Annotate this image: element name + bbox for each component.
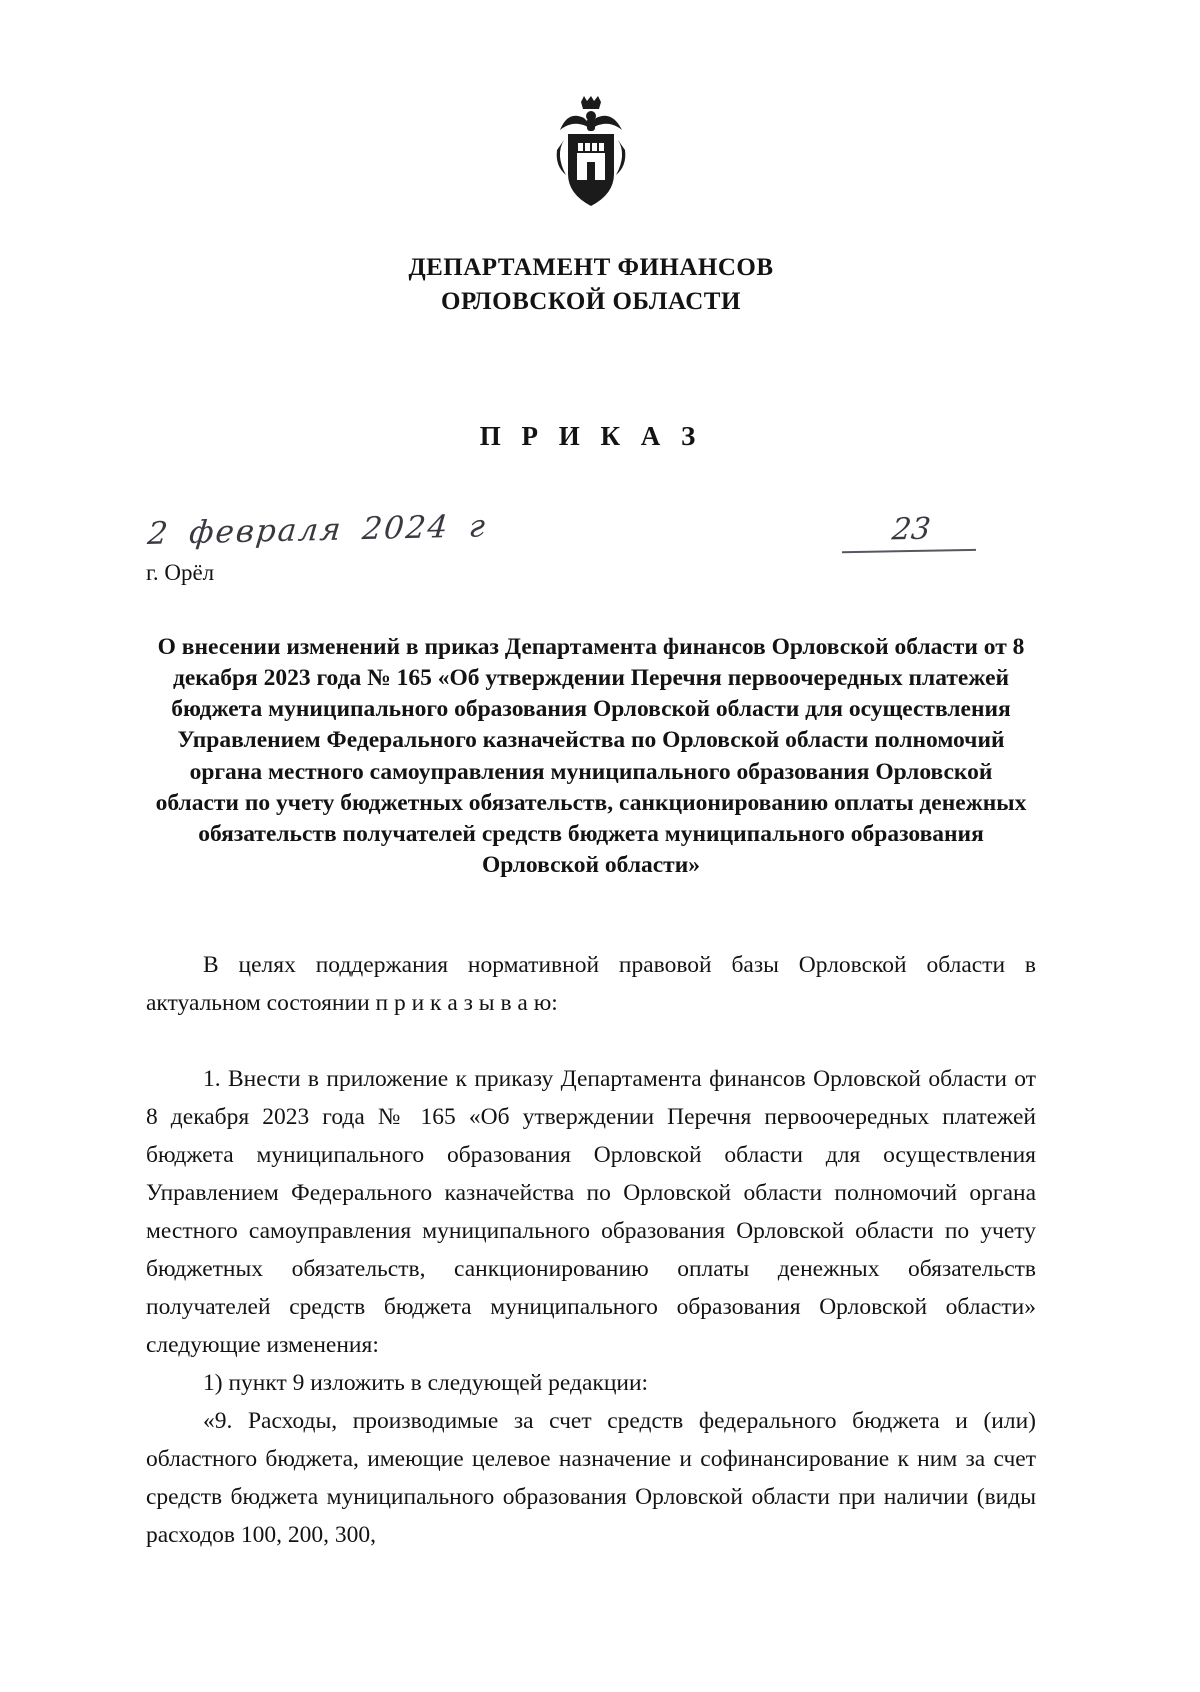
order-quote-paragraph: «9. Расходы, производимые за счет средств федерального бюджета и (или) областного бюджета, имеющие целевое назначение и софинансирование к ним за счет средств бюджета муниципального образования Орловской области при наличии (виды расходов 100, 200, 300, (146, 1408, 1036, 1549)
document-subject: О внесении изменений в приказ Департамента финансов Орловской области от 8 декабря 2023 года № 165 «Об утверждении Перечня первоочередных платежей бюджета муниципального образования Орловской области для осуществления Управлением Федерального казначейства по Орловской области полномочий органа местного самоуправления муниципального образования Орловской области по учету бюджетных обязательств, санкционированию оплаты денежных обязательств получателей средств бюджета муниципального образования Орловской области» (155, 633, 1027, 879)
order-subitem-1-paragraph: 1) пункт 9 изложить в следующей редакции: (203, 1370, 649, 1397)
coat-of-arms (146, 96, 1036, 223)
document-type-title: П Р И К А З (479, 420, 703, 451)
city-label: г. Орёл (146, 559, 215, 585)
organization-name-line1: ДЕПАРТАМЕНТ ФИНАНСОВ (408, 254, 774, 281)
handwritten-number: 23 (842, 510, 980, 552)
organization-name-line2: ОРЛОВСКОЙ ОБЛАСТИ (441, 287, 741, 315)
date-number-row (146, 507, 1036, 552)
coat-of-arms-icon (554, 96, 628, 218)
document-body (146, 946, 1036, 1555)
handwritten-date: 2 февраля 2024 г (146, 507, 489, 552)
preamble-paragraph: В целях поддержания нормативной правовой базы Орловской области в актуальном состоянии п р и к а з ы в а ю: (146, 951, 1036, 1016)
order-item-1-paragraph: 1. Внести в приложение к приказу Департамента финансов Орловской области от 8 декабря 2023 года № 165 «Об утверждении Перечня первоочередных платежей бюджета муниципального образования Орловской области для осуществления Управлением Федерального казначейства по Орловской области полномочий органа местного самоуправления муниципального образования Орловской области по учету бюджетных обязательств, санкционированию оплаты денежных обязательств получателей средств бюджета муниципального образования Орловской области» следующие изменения: (146, 1065, 1036, 1359)
organization-name (146, 251, 1036, 319)
